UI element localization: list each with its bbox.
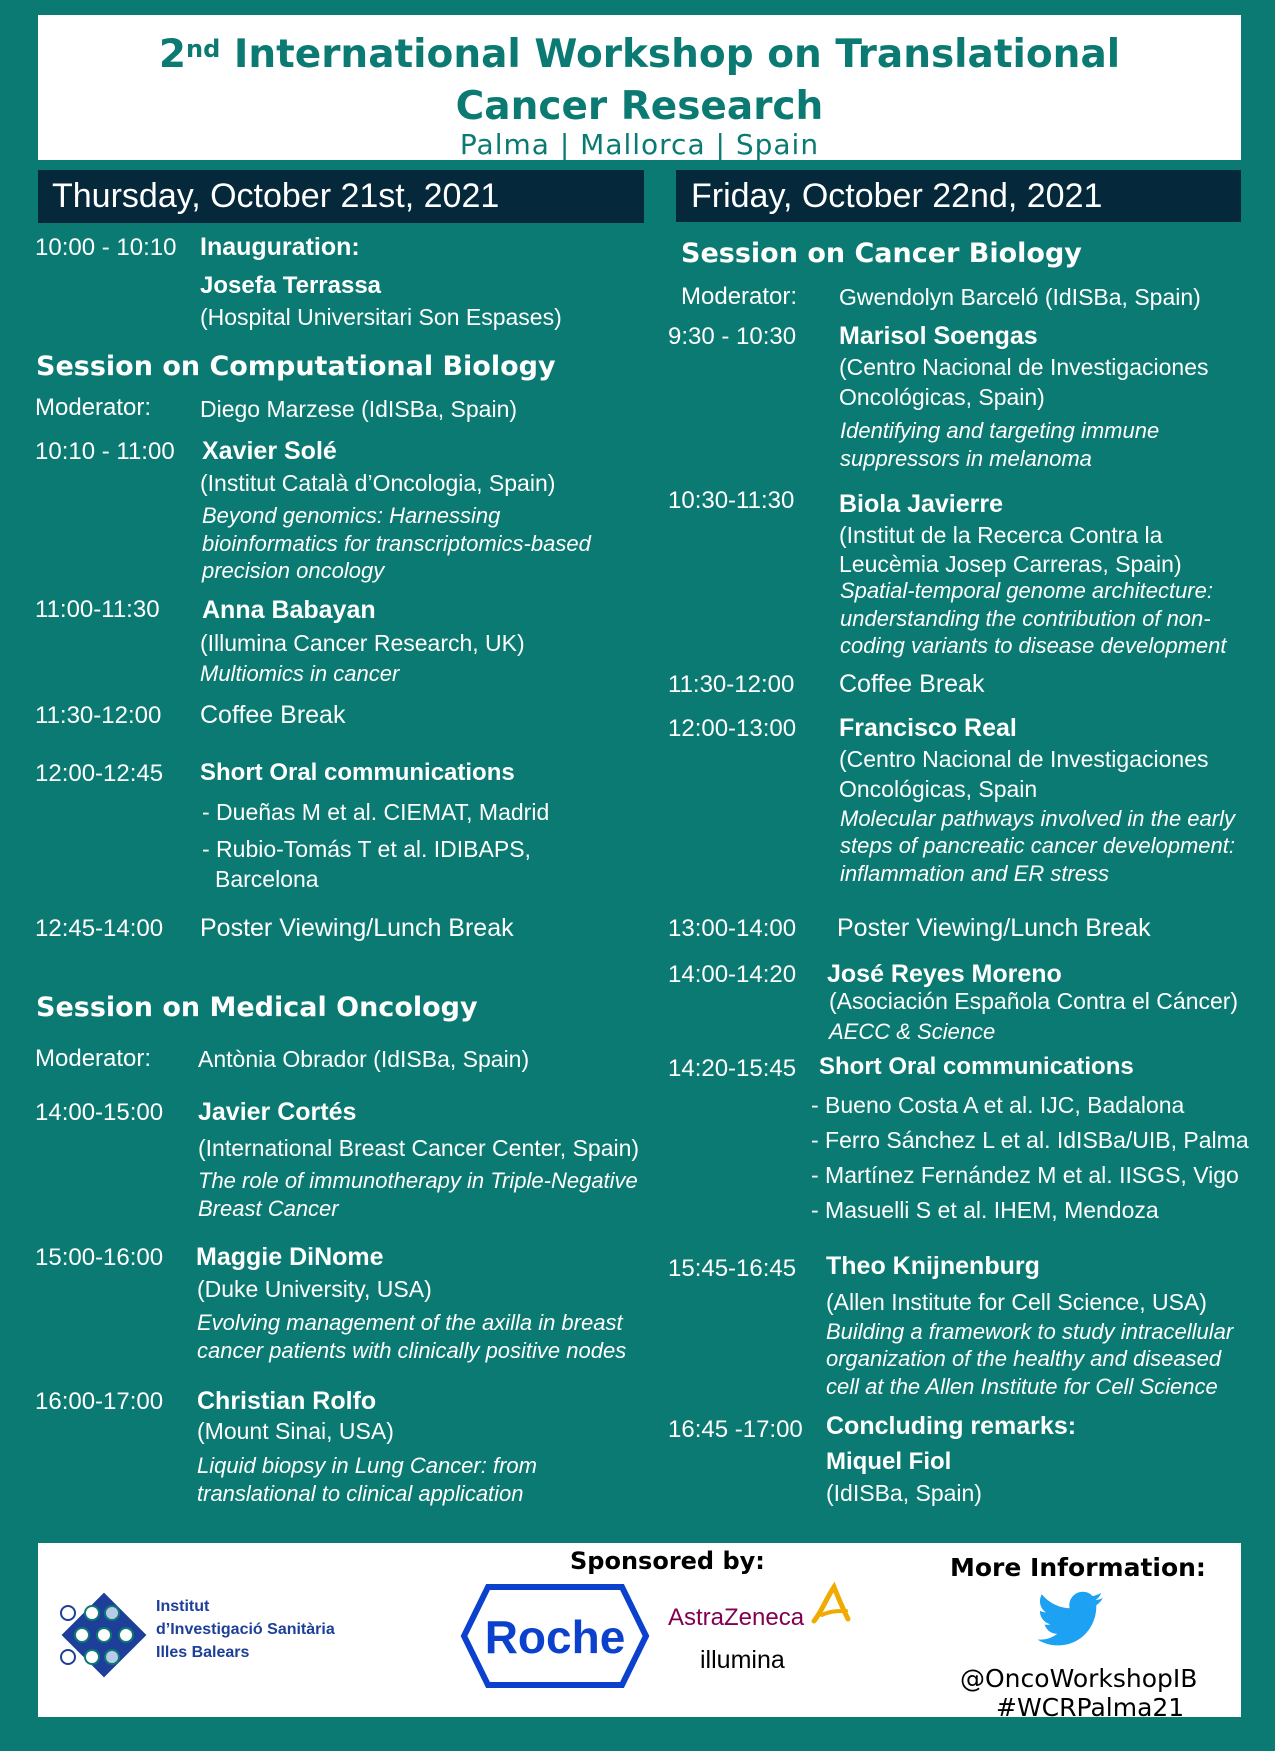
more-information-label: More Information:: [950, 1553, 1206, 1582]
time-slot: 13:00-14:00: [668, 915, 797, 942]
break-label: Poster Viewing/Lunch Break: [837, 914, 1151, 942]
talk-title: The role of immunotherapy in Triple-Negative: [198, 1168, 638, 1193]
speaker-affiliation: (Hospital Universitari Son Espases): [200, 304, 562, 330]
talk-title: Liquid biopsy in Lung Cancer: from: [197, 1453, 537, 1478]
talk-title: organization of the healthy and diseased: [826, 1346, 1222, 1371]
oral-communication: - Dueñas M et al. CIEMAT, Madrid: [202, 799, 550, 825]
hashtag-link[interactable]: #WCRPalma21: [996, 1693, 1185, 1722]
time-slot: 10:00 - 10:10: [35, 234, 177, 261]
talk-title: cancer patients with clinically positive nodes: [197, 1338, 627, 1363]
speaker-affiliation: Oncológicas, Spain: [839, 776, 1038, 802]
oral-communication: - Bueno Costa A et al. IJC, Badalona: [811, 1092, 1185, 1118]
time-slot: 12:00-13:00: [668, 715, 797, 742]
illumina-label: illumina: [700, 1646, 785, 1674]
speaker-affiliation: (Mount Sinai, USA): [197, 1418, 394, 1444]
speaker-name: Anna Babayan: [202, 596, 376, 624]
speaker-name: Marisol Soengas: [839, 322, 1038, 350]
sponsored-by-label: Sponsored by:: [570, 1547, 765, 1575]
break-label: Coffee Break: [839, 670, 985, 698]
time-slot: 10:10 - 11:00: [35, 438, 175, 465]
speaker-name: Short Oral communications: [200, 759, 515, 786]
talk-title: Building a framework to study intracellular: [826, 1319, 1234, 1344]
time-slot: 16:00-17:00: [35, 1388, 164, 1415]
time-slot: 11:30-12:00: [668, 671, 795, 698]
speaker-name: Inauguration:: [200, 233, 360, 261]
session-title: Session on Medical Oncology: [36, 992, 478, 1023]
talk-title: Breast Cancer: [198, 1196, 339, 1221]
speaker-name: Xavier Solé: [202, 437, 337, 465]
talk-title: Identifying and targeting immune: [840, 418, 1160, 443]
oral-communication: Barcelona: [215, 866, 319, 892]
idisba-logo-icon: [52, 1583, 156, 1687]
speaker-affiliation: Leucèmia Josep Carreras, Spain): [839, 551, 1182, 577]
speaker-name: Javier Cortés: [198, 1098, 357, 1126]
time-slot: 10:30-11:30: [668, 487, 795, 514]
speaker-name: José Reyes Moreno: [827, 960, 1062, 988]
astrazeneca-symbol-icon: [808, 1581, 852, 1629]
break-label: Poster Viewing/Lunch Break: [200, 914, 514, 942]
time-slot: 12:00-12:45: [35, 760, 164, 787]
speaker-affiliation: (Illumina Cancer Research, UK): [200, 630, 525, 656]
sponsors-footer: [38, 1543, 1241, 1722]
session-title: Session on Cancer Biology: [681, 238, 1082, 269]
moderator-label: Moderator:: [35, 1045, 152, 1072]
talk-title: steps of pancreatic cancer development:: [840, 833, 1236, 858]
speaker-affiliation: (IdISBa, Spain): [826, 1480, 982, 1506]
speaker-affiliation: (International Breast Cancer Center, Spain): [198, 1135, 640, 1161]
speaker-name: Miquel Fiol: [826, 1448, 952, 1475]
time-slot: 9:30 - 10:30: [668, 323, 797, 350]
talk-title: AECC & Science: [829, 1019, 996, 1044]
time-slot: 16:45 -17:00: [668, 1416, 803, 1443]
moderator-name: Diego Marzese (IdISBa, Spain): [200, 396, 518, 422]
event-title-line1: 2nd International Workshop on Translational: [158, 32, 1121, 77]
talk-title: cell at the Allen Institute for Cell Science: [826, 1374, 1218, 1399]
talk-title: bioinformatics for transcriptomics-based: [202, 531, 591, 556]
twitter-bird-icon[interactable]: [1038, 1591, 1104, 1647]
talk-title: suppressors in melanoma: [840, 446, 1092, 471]
institute-name: Institut d’Investigació Sanitària Illes Balears: [156, 1598, 335, 1661]
talk-title: Evolving management of the axilla in breast: [197, 1310, 623, 1335]
talk-title: Spatial-temporal genome architecture:: [840, 578, 1213, 603]
moderator-name: Gwendolyn Barceló (IdISBa, Spain): [839, 284, 1201, 310]
speaker-affiliation: Oncológicas, Spain): [839, 384, 1045, 410]
speaker-name: Theo Knijnenburg: [826, 1252, 1040, 1280]
time-slot: 14:20-15:45: [668, 1055, 797, 1082]
talk-title: Beyond genomics: Harnessing: [202, 503, 501, 528]
moderator-label: Moderator:: [681, 283, 798, 310]
speaker-affiliation: (Institut de la Recerca Contra la: [839, 522, 1163, 548]
moderator-label: Moderator:: [35, 394, 152, 421]
roche-logo-icon: [460, 1581, 650, 1691]
talk-title: translational to clinical application: [197, 1481, 524, 1506]
speaker-affiliation: (Allen Institute for Cell Science, USA): [826, 1289, 1207, 1315]
speaker-affiliation: (Institut Català d’Oncologia, Spain): [200, 470, 556, 496]
astrazeneca-label: AstraZeneca: [668, 1604, 805, 1631]
speaker-name: Concluding remarks:: [826, 1412, 1077, 1440]
oral-communication: - Martínez Fernández M et al. IISGS, Vigo: [811, 1162, 1239, 1188]
time-slot: 11:00-11:30: [35, 596, 160, 623]
speaker-name: Josefa Terrassa: [200, 272, 382, 299]
event-location: Palma | Mallorca | Spain: [459, 128, 820, 161]
talk-title: understanding the contribution of non-: [840, 606, 1211, 631]
talk-title: inflammation and ER stress: [840, 861, 1109, 886]
speaker-name: Christian Rolfo: [197, 1387, 377, 1415]
session-title: Session on Computational Biology: [36, 351, 556, 382]
time-slot: 14:00-14:20: [668, 961, 797, 988]
talk-title: precision oncology: [202, 558, 385, 583]
break-label: Coffee Break: [200, 701, 346, 729]
friday-header: Friday, October 22nd, 2021: [676, 170, 1241, 222]
speaker-affiliation: (Asociación Española Contra el Cáncer): [829, 988, 1239, 1014]
time-slot: 15:00-16:00: [35, 1244, 164, 1271]
roche-label: Roche: [484, 1611, 626, 1663]
oral-communication: - Ferro Sánchez L et al. IdISBa/UIB, Palma: [811, 1127, 1249, 1153]
speaker-affiliation: (Duke University, USA): [197, 1276, 432, 1302]
speaker-affiliation: (Centro Nacional de Investigaciones: [839, 746, 1209, 772]
event-title-line2: Cancer Research: [455, 84, 824, 129]
speaker-name: Francisco Real: [839, 714, 1017, 742]
thursday-header: Thursday, October 21st, 2021: [38, 170, 644, 223]
talk-title: coding variants to disease development: [840, 633, 1227, 658]
oral-communication: - Masuelli S et al. IHEM, Mendoza: [811, 1197, 1159, 1223]
twitter-handle-link[interactable]: @OncoWorkshopIB: [960, 1664, 1198, 1693]
speaker-name: Maggie DiNome: [196, 1243, 384, 1271]
oral-communication: - Rubio-Tomás T et al. IDIBAPS,: [202, 836, 531, 862]
time-slot: 15:45-16:45: [668, 1255, 797, 1282]
speaker-name: Biola Javierre: [839, 490, 1003, 518]
time-slot: 14:00-15:00: [35, 1099, 164, 1126]
time-slot: 12:45-14:00: [35, 915, 164, 942]
talk-title: Molecular pathways involved in the early: [840, 806, 1235, 831]
speaker-affiliation: (Centro Nacional de Investigaciones: [839, 354, 1209, 380]
event-header: [38, 15, 1241, 160]
speaker-name: Short Oral communications: [819, 1053, 1134, 1080]
time-slot: 11:30-12:00: [35, 702, 162, 729]
talk-title: Multiomics in cancer: [200, 661, 400, 686]
moderator-name: Antònia Obrador (IdISBa, Spain): [198, 1046, 530, 1072]
